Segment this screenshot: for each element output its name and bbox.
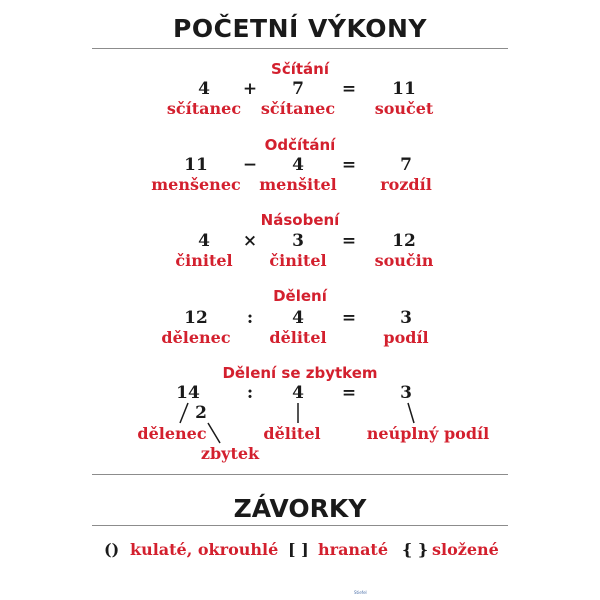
divisor-label: dělitel [269,328,327,347]
incomplete-quotient-value: 3 [400,383,412,403]
product-label: součin [374,251,434,270]
dividend-label: dělenec [161,328,231,347]
difference-label: rozdíl [380,175,432,194]
round-brackets-label: kulaté, okrouhlé [130,540,279,559]
addend-2: 7 [292,79,304,99]
remainder-dividend: 14 [176,383,200,403]
quotient-value: 3 [400,308,412,328]
addend-1-label: sčítanec [166,99,242,118]
addend-1: 4 [198,79,210,99]
equals-sign: = [341,231,357,251]
poster [92,0,508,600]
minuend: 11 [184,155,208,175]
sum-value: 11 [392,79,416,99]
factor-2-label: činitel [269,251,327,270]
section-heading-addition: Sčítání [271,60,329,78]
times-sign: × [242,231,258,251]
remainder-value: 2 [195,403,207,423]
square-brackets-label: hranaté [318,540,388,559]
quotient-connector [408,403,414,423]
equals-sign: = [341,383,357,403]
brackets-rule [92,525,508,526]
division-sign: : [246,383,254,403]
remainder-label: zbytek [200,444,260,463]
section-heading-division: Dělení [273,287,327,305]
equals-sign: = [341,79,357,99]
incomplete-quotient-label: neúplný podíl [366,424,490,443]
subtrahend: 4 [292,155,304,175]
sum-label: součet [374,99,434,118]
factor-1: 4 [198,231,210,251]
product-value: 12 [392,231,416,251]
minus-sign: − [242,155,258,175]
subtrahend-label: menšitel [259,175,337,194]
factor-2: 3 [292,231,304,251]
brackets-heading: ZÁVORKY [233,494,367,523]
factor-1-label: činitel [175,251,233,270]
curly-brackets-label: složené [432,540,499,559]
divisor: 4 [292,308,304,328]
dividend: 12 [184,308,208,328]
publisher-logo: Stiefel [354,590,367,595]
remainder-dividend-label: dělenec [137,424,207,443]
equals-sign: = [341,155,357,175]
dividend-connector [180,403,188,423]
remainder-divisor-label: dělitel [263,424,321,443]
section-heading-multiplication: Násobení [260,211,340,229]
difference-value: 7 [400,155,412,175]
round-brackets-symbol: () [104,540,120,559]
quotient-label: podíl [383,328,429,347]
division-sign: : [246,308,254,328]
section-heading-division-remainder: Dělení se zbytkem [222,364,378,382]
page-title: POČETNÍ VÝKONY [173,14,427,43]
section-heading-subtraction: Odčítání [264,136,336,154]
square-brackets-symbol: [ ] [288,540,309,559]
equals-sign: = [341,308,357,328]
curly-brackets-symbol: { } [402,540,429,559]
minuend-label: menšenec [151,175,241,194]
middle-rule [92,474,508,475]
plus-sign: + [242,79,258,99]
addend-2-label: sčítanec [260,99,336,118]
remainder-divisor: 4 [292,383,304,403]
